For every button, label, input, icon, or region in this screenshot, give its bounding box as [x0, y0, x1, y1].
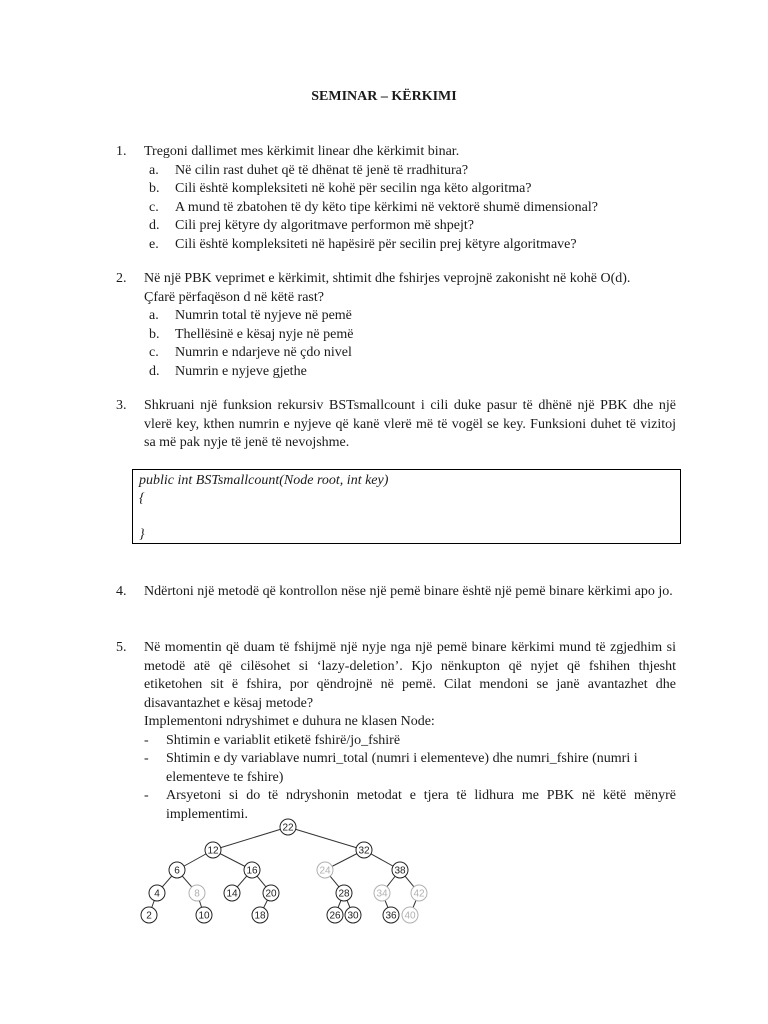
- tree-node: [383, 907, 399, 923]
- tree-node-label: 38: [394, 865, 406, 877]
- tree-node: [392, 862, 408, 878]
- tree-node: [345, 907, 361, 923]
- tree-node: [263, 885, 279, 901]
- tree-node: [189, 885, 205, 901]
- tree-node: [252, 907, 268, 923]
- question-4: [116, 583, 676, 602]
- tree-node-label: 24: [319, 865, 331, 877]
- code-box: [132, 469, 681, 544]
- tree-node: [196, 907, 212, 923]
- tree-node-label: 42: [413, 888, 425, 900]
- question-text: Tregoni dallimet mes kërkimit linear dhe kërkimit binar.: [144, 144, 460, 159]
- list-item: - Arsyetoni si do të ndryshonin metodat e tjera të lidhura me PBK në këtë mënyrë implementimi.: [144, 788, 676, 822]
- list-item: - Shtimin e dy variablave numri_total (numri i elementeve) dhe numri_fshire (numri i elementeve te fshire): [144, 751, 638, 785]
- question-number: 5.: [116, 640, 127, 655]
- list-item: a. Në cilin rast duhet që të dhënat të jenë të rradhitura?: [149, 162, 469, 178]
- tree-node-label: 30: [347, 910, 359, 922]
- tree-node-label: 6: [174, 865, 180, 877]
- list-item: - Shtimin e variablit etiketë fshirë/jo_fshirë: [144, 732, 401, 748]
- question-text: Në një PBK veprimet e kërkimit, shtimit dhe fshirjes veprojnë zakonisht në kohë O(d).: [144, 271, 631, 286]
- tree-node: [336, 885, 352, 901]
- list-item: b. Thellësinë e kësaj nyje në pemë: [149, 326, 354, 342]
- question-1: [116, 143, 676, 254]
- tree-node: [402, 907, 418, 923]
- tree-node-label: 12: [207, 845, 219, 857]
- question-text: Shkruani një funksion rekursiv BSTsmallcount i cili duke pasur të dhënë një PBK dhe një vlerë key, kthen numrin e nyjeve që kanë vlerë më të vogël se key. Funksioni duhet të vizitoj sa më pak nyje të jenë të nevojshme.: [144, 398, 676, 450]
- tree-node-label: 8: [194, 888, 200, 900]
- list-item: a. Numrin total të nyjeve në pemë: [149, 308, 352, 323]
- tree-node: [205, 842, 221, 858]
- code-line: {: [139, 491, 145, 506]
- tree-node: [374, 885, 390, 901]
- tree-node-label: 14: [226, 888, 238, 900]
- tree-node-label: 34: [376, 888, 388, 900]
- tree-node-label: 18: [254, 910, 266, 922]
- tree-node-label: 20: [265, 888, 277, 900]
- tree-node-label: 32: [358, 845, 370, 857]
- question-number: 3.: [116, 398, 127, 413]
- code-line: public int BSTsmallcount(Node root, int key): [139, 473, 389, 488]
- tree-edge: [213, 827, 288, 850]
- tree-node: [169, 862, 185, 878]
- question-number: 2.: [116, 271, 127, 286]
- tree-node-label: 40: [404, 910, 416, 922]
- tree-node: [244, 862, 260, 878]
- code-line: [139, 508, 674, 526]
- tree-node-label: 2: [146, 910, 152, 922]
- question-text: Në momentin që duam të fshijmë një nyje nga një pemë binare kërkimi mund të zgjedhim si metodë atë që cilësohet si ‘lazy-deletion’. Kjo nënkupton që nyjet që fshihen thjesht etiketohen sit ë fshira, por qëndrojnë në pemë. Cilat mendoni se janë avantazhet dhe disavantazhet e kësaj metode?: [144, 640, 676, 711]
- question-number: 4.: [116, 584, 127, 599]
- tree-node: [224, 885, 240, 901]
- question-5: [116, 639, 676, 824]
- code-line: }: [139, 527, 145, 542]
- tree-node-label: 10: [198, 910, 210, 922]
- tree-node-label: 4: [154, 888, 160, 900]
- list-item: e. Cili është kompleksiteti në hapësirë për secilin prej këtyre algoritmave?: [149, 236, 577, 252]
- question-3: [116, 397, 676, 453]
- question-2: [116, 270, 676, 381]
- question-number: 1.: [116, 144, 127, 159]
- page-title: SEMINAR – KËRKIMI: [311, 89, 457, 104]
- tree-node-label: 16: [246, 865, 258, 877]
- tree-node: [327, 907, 343, 923]
- bst-diagram: [140, 816, 430, 928]
- list-item: d. Numrin e nyjeve gjethe: [149, 363, 307, 379]
- question-instruction: Implementoni ndryshimet e duhura ne klasen Node:: [144, 714, 435, 729]
- tree-node-label: 22: [282, 822, 294, 834]
- tree-node-label: 28: [338, 888, 350, 900]
- list-item: c. Numrin e ndarjeve në çdo nivel: [149, 345, 352, 360]
- tree-edge: [288, 827, 364, 850]
- question-text: Çfarë përfaqëson d në këtë rast?: [144, 289, 324, 305]
- tree-node: [141, 907, 157, 923]
- tree-node-label: 36: [385, 910, 397, 922]
- tree-node: [280, 819, 296, 835]
- tree-node: [149, 885, 165, 901]
- list-item: c. A mund të zbatohen të dy këto tipe kërkimi në vektorë shumë dimensional?: [149, 199, 599, 215]
- tree-node: [411, 885, 427, 901]
- tree-node-label: 26: [329, 910, 341, 922]
- tree-node: [317, 862, 333, 878]
- list-item: b. Cili është kompleksiteti në kohë për secilin nga këto algoritma?: [149, 181, 532, 196]
- list-item: d. Cili prej këtyre dy algoritmave performon më shpejt?: [149, 218, 474, 233]
- question-text: Ndërtoni një metodë që kontrollon nëse një pemë binare është një pemë binare kërkimi apo jo.: [144, 584, 673, 599]
- tree-node: [356, 842, 372, 858]
